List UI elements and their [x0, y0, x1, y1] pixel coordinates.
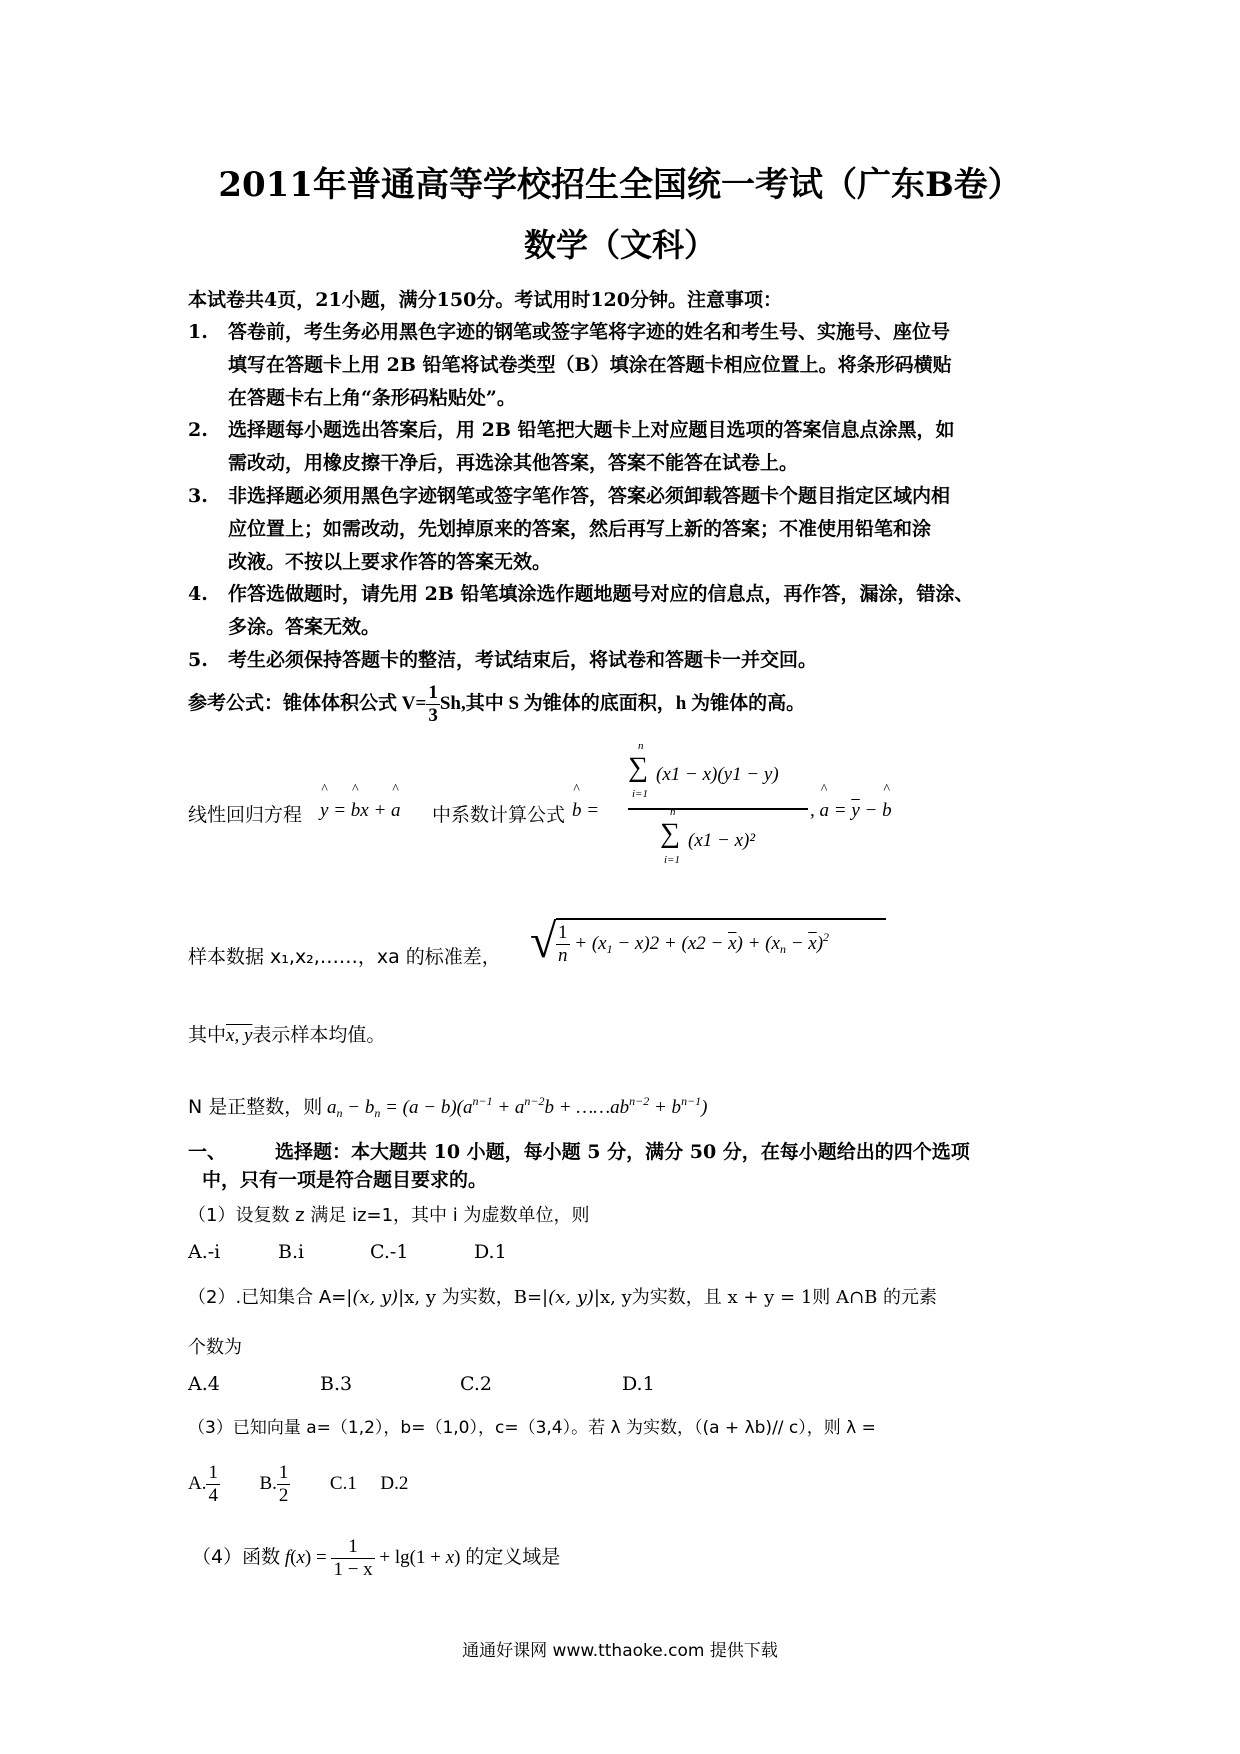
note-number: 3.: [188, 485, 208, 507]
note-5: [188, 644, 1068, 677]
q3-options: [188, 1462, 408, 1507]
q2-stem-part: x, y 为实数，B=: [404, 1287, 543, 1308]
question-3-stem: （3）已知向量 a=（1,2），b=（1,0），c=（3,4）。若 λ 为实数，（(a + λb)// c），则 λ =: [188, 1418, 876, 1438]
q4-stem-part: 的定义域是: [465, 1545, 561, 1568]
question-1-stem: （1）设复数 z 满足 iz=1，其中 i 为虚数单位，则: [188, 1205, 590, 1226]
factorization-formula: N 是正整数，则 $a_n - b_n = (a - b)(a^{n-1} + a^{n-2}b$ + $\dots\dots ab^{n-2} + b^{n-1}$): [188, 1094, 708, 1120]
regression-numerator: (x1 − x)(y1 − y): [656, 764, 779, 785]
note-4: [188, 578, 1068, 644]
note-line: 应位置上；如需改动，先划掉原来的答案，然后再写上新的答案；不准使用铅笔和涂: [228, 518, 932, 540]
stddev-label: 样本数据 x₁,x₂,……，xa 的标准差，: [188, 946, 501, 968]
note-3: [188, 480, 1068, 579]
note-number: 2.: [188, 419, 208, 441]
q4-stem-part: （4）函数: [192, 1545, 281, 1568]
fraction-denominator: 1 − x: [333, 1559, 373, 1580]
q2-stem-part: （2）.已知集合 A=: [188, 1287, 347, 1308]
note-1: [188, 316, 1068, 415]
q3-option-b-label: B.: [259, 1472, 277, 1494]
sigma-symbol: ∑: [660, 818, 680, 849]
q3-option-d: D.2: [380, 1472, 409, 1494]
fraction-numerator: 1: [278, 1462, 289, 1483]
formula-text: 参考公式：锥体体积公式 V=: [188, 692, 427, 714]
regression-equation: ^ y = ^ bx + ^ a: [320, 800, 401, 822]
note-line: 填写在答题卡上用 2B 铅笔将试卷类型（B）填涂在答题卡相应位置上。将条形码横贴: [228, 354, 952, 376]
exam-subtitle: 数学（文科）: [523, 226, 716, 264]
page-footer: 通通好课网 www.tthaoke.com 提供下载: [462, 1641, 778, 1661]
note-line: 作答选做题时，请先用 2B 铅笔填涂选作题地题号对应的信息点，再作答，漏涂，错涂、: [228, 583, 974, 605]
note-line: 改液。不按以上要求作答的答案无效。: [228, 551, 552, 573]
q2-option-c: C.2: [460, 1373, 492, 1395]
note-line: 选择题每小题选出答案后，用 2B 铅笔把大题卡上对应题目选项的答案信息点涂黑，如: [228, 419, 955, 441]
q2-stem-part: x, y为实数，且 x + y = 1则 A∩B 的元素: [599, 1287, 938, 1308]
sigma-symbol: ∑: [628, 752, 648, 783]
note-line: 多涂。答案无效。: [228, 616, 381, 638]
note-line: 非选择题必须用黑色字迹钢笔或签字笔作答，答案必须卸载答题卡个题目指定区域内相: [228, 485, 951, 507]
mean-variables: x, y: [226, 1025, 253, 1046]
section-number: 一、: [188, 1141, 227, 1163]
fraction-numerator: 1: [331, 1536, 374, 1559]
a-hat-formula: , ^ $a = \overline{y}$ − ^ b: [810, 800, 892, 822]
sqrt-bar: [556, 918, 886, 920]
sum-upper-limit: n: [638, 740, 644, 752]
q2-option-d: D.1: [622, 1373, 655, 1395]
fraction-denominator: 3: [428, 705, 438, 726]
sum-upper-limit: n: [670, 806, 676, 818]
q3-option-a-label: A.: [188, 1472, 207, 1494]
note-line: 考生必须保持答题卡的整洁，考试结束后，将试卷和答题卡一并交回。: [228, 649, 818, 671]
regression-mid-text: 中系数计算公式: [432, 804, 566, 826]
q4-fraction: [331, 1536, 374, 1581]
regression-label: 线性回归方程: [188, 804, 303, 826]
q2-option-b: B.3: [320, 1373, 353, 1395]
note-line: 需改动，用橡皮擦干净后，再选涂其他答案，答案不能答在试卷上。: [228, 452, 799, 474]
formula-text: Sh,其中 S 为锥体的底面积，h 为锥体的高。: [439, 692, 806, 714]
note-line: 答卷前，考生务必用黑色字迹的钢笔或签字笔将字迹的姓名和考生号、实施号、座位号: [228, 321, 951, 343]
note-line: 在答题卡右上角“条形码粘贴处”。: [228, 387, 516, 409]
note-2: [188, 414, 1068, 480]
mean-note: [188, 1020, 385, 1047]
mean-suffix: 表示样本均值。: [252, 1024, 386, 1046]
sum-lower-limit: i=1: [664, 854, 680, 866]
regression-denominator: (x1 − x)²: [688, 830, 756, 851]
note-number: 4.: [188, 583, 208, 605]
q3-option-c: C.1: [329, 1472, 357, 1494]
exam-intro: 本试卷共4页，21小题，满分150分。考试用时120分钟。注意事项：: [188, 289, 782, 311]
mean-prefix: 其中: [188, 1024, 227, 1046]
q1-option-d: D.1: [474, 1241, 507, 1263]
q3-option-b-fraction: [277, 1462, 291, 1507]
one-third-fraction: [426, 682, 440, 727]
question-2-stem: （2）.已知集合 A=|(x, y)|x, y 为实数，B=|(x, y)|x, y为实数，且 x + y = 1则 A∩B 的元素: [188, 1287, 938, 1308]
fraction-numerator: 1: [428, 682, 438, 703]
sqrt-symbol: √: [530, 915, 557, 968]
b-hat-equals: ^ b =: [572, 800, 599, 822]
cone-volume-formula: [188, 682, 805, 727]
section-heading-line: 中，只有一项是符合题目要求的。: [202, 1169, 488, 1191]
fraction-denominator: 4: [208, 1485, 218, 1506]
stddev-expression: $\frac{1}{n}$ + $(x_1 - x)2 + (x2 - \overline{x}) + (x_n - \overline{x})^2$: [558, 922, 830, 966]
note-number: 5.: [188, 649, 208, 671]
q3-option-a-fraction: [206, 1462, 220, 1507]
fraction-denominator: 2: [278, 1485, 289, 1506]
q1-option-a: A.-i: [188, 1241, 221, 1263]
regression-fraction-bar: [628, 808, 808, 810]
q1-option-c: C.-1: [370, 1241, 409, 1263]
question-4-stem: （4）函数 f(x) = $\frac{1}{1 - x}$ + lg(1 + x) 的定义域是: [192, 1536, 561, 1580]
q2-option-a: A.4: [188, 1373, 220, 1395]
question-2-stem-cont: 个数为: [188, 1337, 242, 1358]
sum-lower-limit: i=1: [632, 788, 648, 800]
section-heading-line: 选择题：本大题共 10 小题，每小题 5 分，满分 50 分，在每小题给出的四个选项: [275, 1141, 970, 1163]
factorization-prefix: N 是正整数，则: [188, 1096, 323, 1118]
fraction-numerator: 1: [208, 1462, 218, 1483]
q1-option-b: B.i: [278, 1241, 305, 1263]
note-number: 1.: [188, 321, 208, 343]
exam-title: 2011年普通高等学校招生全国统一考试（广东B卷）: [218, 165, 1022, 205]
